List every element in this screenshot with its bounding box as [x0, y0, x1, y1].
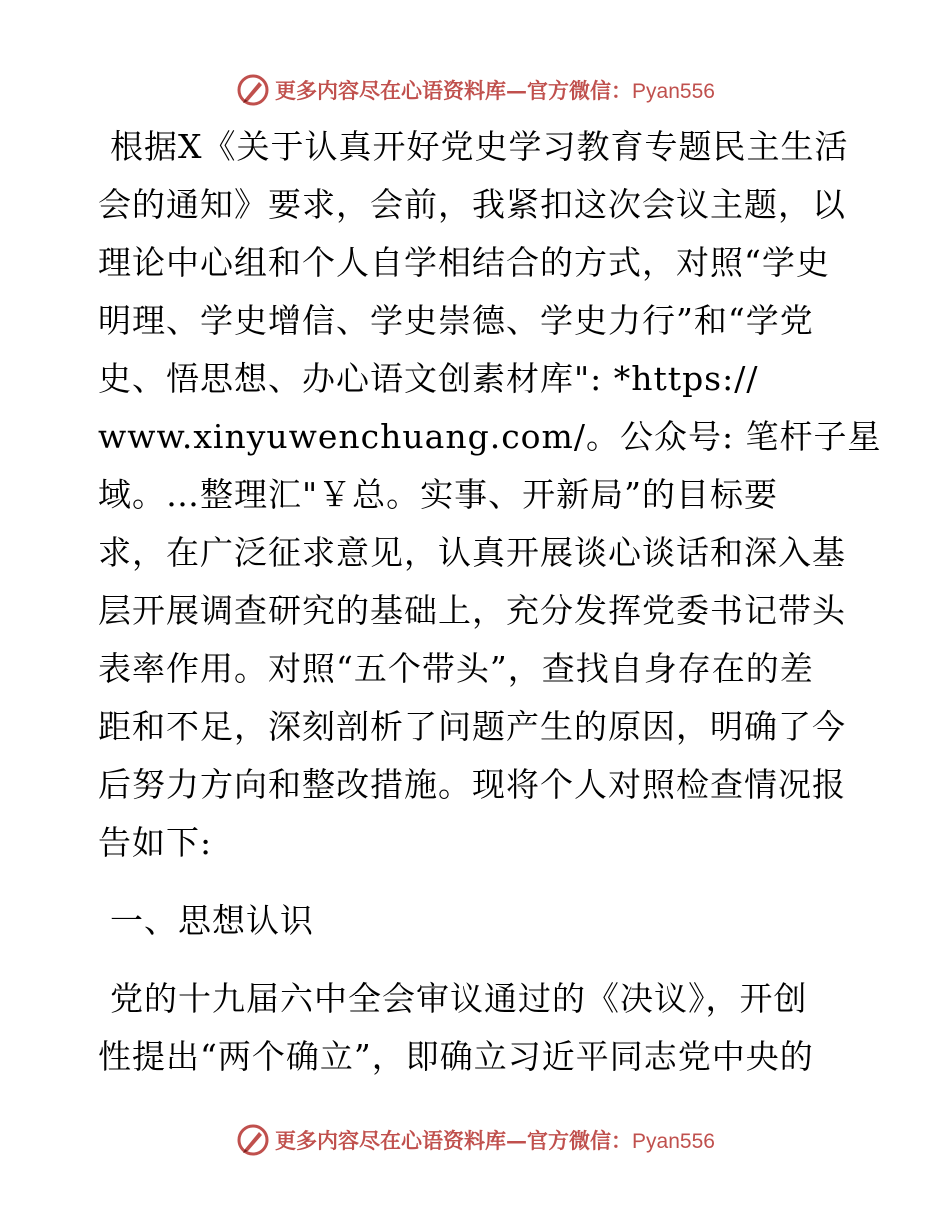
text-line: 求，在广泛征求意见，认真开展谈心谈话和深入基 — [98, 533, 846, 572]
text-line: 会的通知》要求，会前，我紧扣这次会议主题，以 — [98, 185, 846, 224]
document-body — [98, 118, 882, 1086]
text-line: 域。…整理汇"￥总。实事、开新局”的目标要 — [98, 475, 779, 514]
text-line: 后努力方向和整改措施。现将个人对照检查情况报 — [98, 765, 846, 804]
text-line: www.xinyuwenchuang.com/。公众号: 笔杆子星 — [98, 417, 882, 456]
section-heading: 一、思想认识 — [110, 901, 314, 940]
text-line: 层开展调查研究的基础上，充分发挥党委书记带头 — [98, 591, 846, 630]
footer-banner-text: 更多内容尽在心语资料库—官方微信：Pyan556 — [275, 1128, 715, 1153]
text-line: 距和不足，深刻剖析了问题产生的原因，明确了今 — [98, 707, 846, 746]
paragraph-intro — [98, 118, 882, 872]
header-banner-text: 更多内容尽在心语资料库—官方微信：Pyan556 — [275, 78, 715, 103]
pen-logo-icon — [235, 1122, 271, 1158]
header-banner — [0, 70, 950, 110]
text-line: 告如下: — [98, 823, 213, 862]
paragraph-thinking — [98, 970, 858, 1086]
text-line: 性提出“两个确立”，即确立习近平同志党中央的 — [98, 1037, 814, 1076]
text-line: 表率作用。对照“五个带头”，查找自身存在的差 — [98, 649, 814, 688]
footer-banner — [0, 1120, 950, 1160]
text-line: 明理、学史增信、学史崇德、学史力行”和“学党 — [98, 301, 814, 340]
text-line: 史、悟思想、办心语文创素材库": *https:// — [98, 359, 759, 398]
text-line: 理论中心组和个人自学相结合的方式，对照“学史 — [98, 243, 830, 282]
text-line: 党的十九届六中全会审议通过的《决议》，开创 — [110, 979, 808, 1018]
text-line: 根据X《关于认真开好党史学习教育专题民主生活 — [110, 127, 849, 166]
pen-logo-icon — [235, 72, 271, 108]
